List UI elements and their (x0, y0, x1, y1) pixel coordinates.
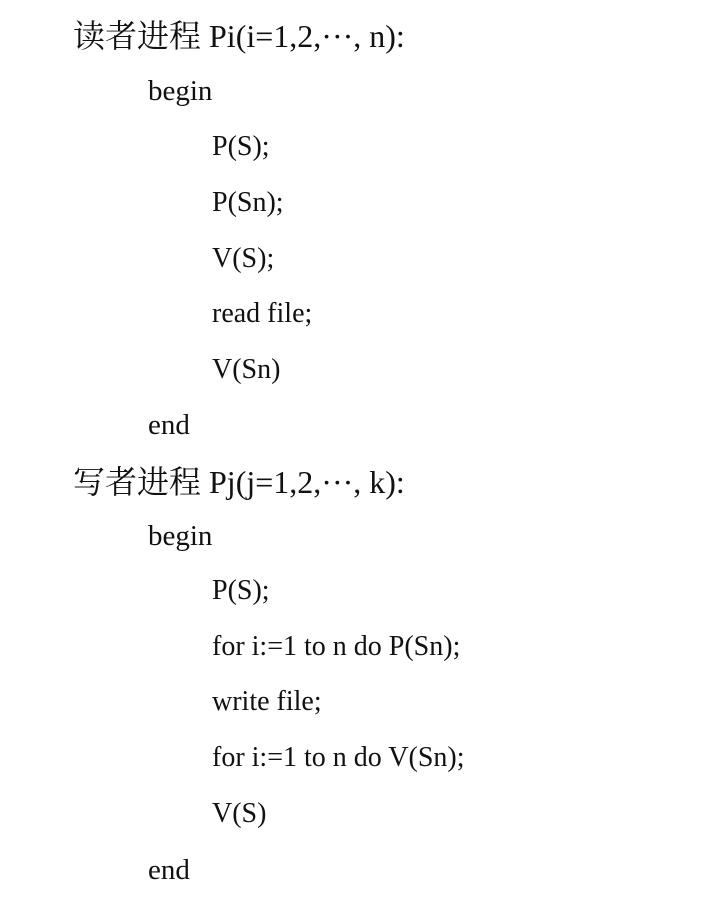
writer-statement: for i:=1 to n do P(Sn); (212, 631, 461, 662)
writer-statement: for i:=1 to n do V(Sn); (212, 742, 465, 773)
writer-process-title: 写者进程 Pj(j=1,2,···, k): (73, 464, 405, 500)
reader-statement: read file; (212, 298, 313, 329)
reader-process-title: 读者进程 Pi(i=1,2,···, n): (73, 18, 405, 54)
reader-statement: P(S); (212, 131, 270, 162)
reader-begin-keyword: begin (148, 75, 213, 107)
writer-begin-keyword: begin (148, 520, 213, 552)
writer-statement: write file; (212, 686, 322, 717)
reader-statement: V(Sn) (212, 354, 281, 385)
writer-end-keyword: end (148, 854, 190, 886)
reader-statement: P(Sn); (212, 187, 284, 218)
writer-statement: P(S); (212, 575, 270, 606)
writer-statement: V(S) (212, 798, 267, 829)
reader-statement: V(S); (212, 243, 275, 274)
reader-end-keyword: end (148, 409, 190, 441)
